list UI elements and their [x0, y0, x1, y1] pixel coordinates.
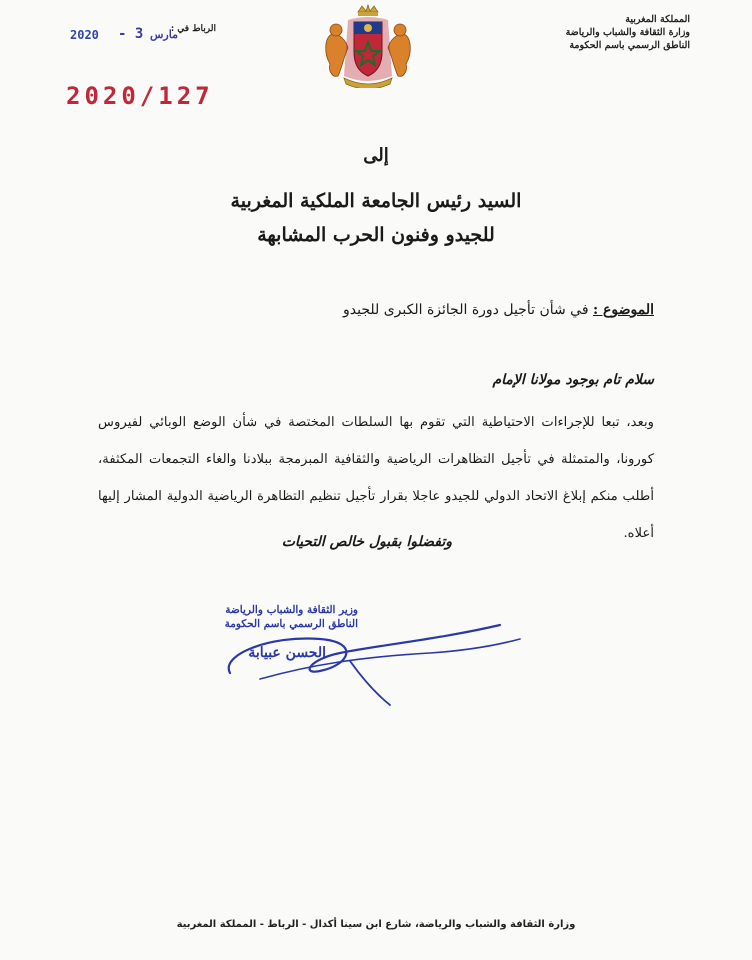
ministry-header [500, 13, 690, 52]
to-label: إلى [363, 145, 389, 166]
ministry-line: وزارة الثقافة والشباب والرياضة [565, 27, 690, 38]
ministry-line: الناطق الرسمي باسم الحكومة [569, 40, 690, 51]
subject-label: الموضوع : [593, 302, 654, 318]
signatory-title-line: الناطق الرسمي باسم الحكومة [224, 618, 358, 630]
coat-of-arms-icon [318, 4, 418, 88]
recipient-line-1: السيد رئيس الجامعة الملكية المغربية [230, 190, 522, 212]
signatory-title [188, 603, 358, 631]
signatory-title-line: وزير الثقافة والشباب والرياضة [225, 604, 358, 616]
subject-line [94, 302, 654, 318]
footer-address: وزارة الثقافة والشباب والرياضة، شارع ابن سينا أكدال - الرباط - المملكة المغربية [176, 919, 576, 930]
closing-line: وتفضلوا بقبول خالص التحيات [281, 534, 452, 550]
recipient-line-2: للجيدو وفنون الحرب المشابهة [257, 224, 495, 246]
date-day: - 3 [118, 26, 144, 42]
place-date-line [66, 24, 216, 46]
date-month: مارس [150, 28, 178, 41]
signatory-name: الحسن عبيابة [248, 645, 326, 661]
place-label: الرباط في : [170, 24, 216, 34]
date-year: 2020 [70, 28, 99, 42]
subject-text: في شأن تأجيل دورة الجائزة الكبرى للجيدو [342, 302, 589, 318]
ministry-line: المملكة المغربية [625, 14, 690, 25]
salutation: سلام تام بوجود مولانا الإمام [492, 372, 654, 388]
letter-body: وبعد، تبعا للإجراءات الاحتياطية التي تقوم بها السلطات المختصة في شأن الوضع الوبائي لفيروس كورونا، والمتمثلة في تأجيل التظاهرات الرياضية والثقافية المبرمجة ببلادنا والغاء التجمعات المكثفة، أطلب منكم إبلاغ الاتحاد الدولي للجيدو عاجلا بقرار تأجيل تنظيم التظاهرة الرياضية الدولية المشار إليها أعلاه. [98, 415, 654, 541]
reference-number: 2020/127 [66, 82, 214, 110]
